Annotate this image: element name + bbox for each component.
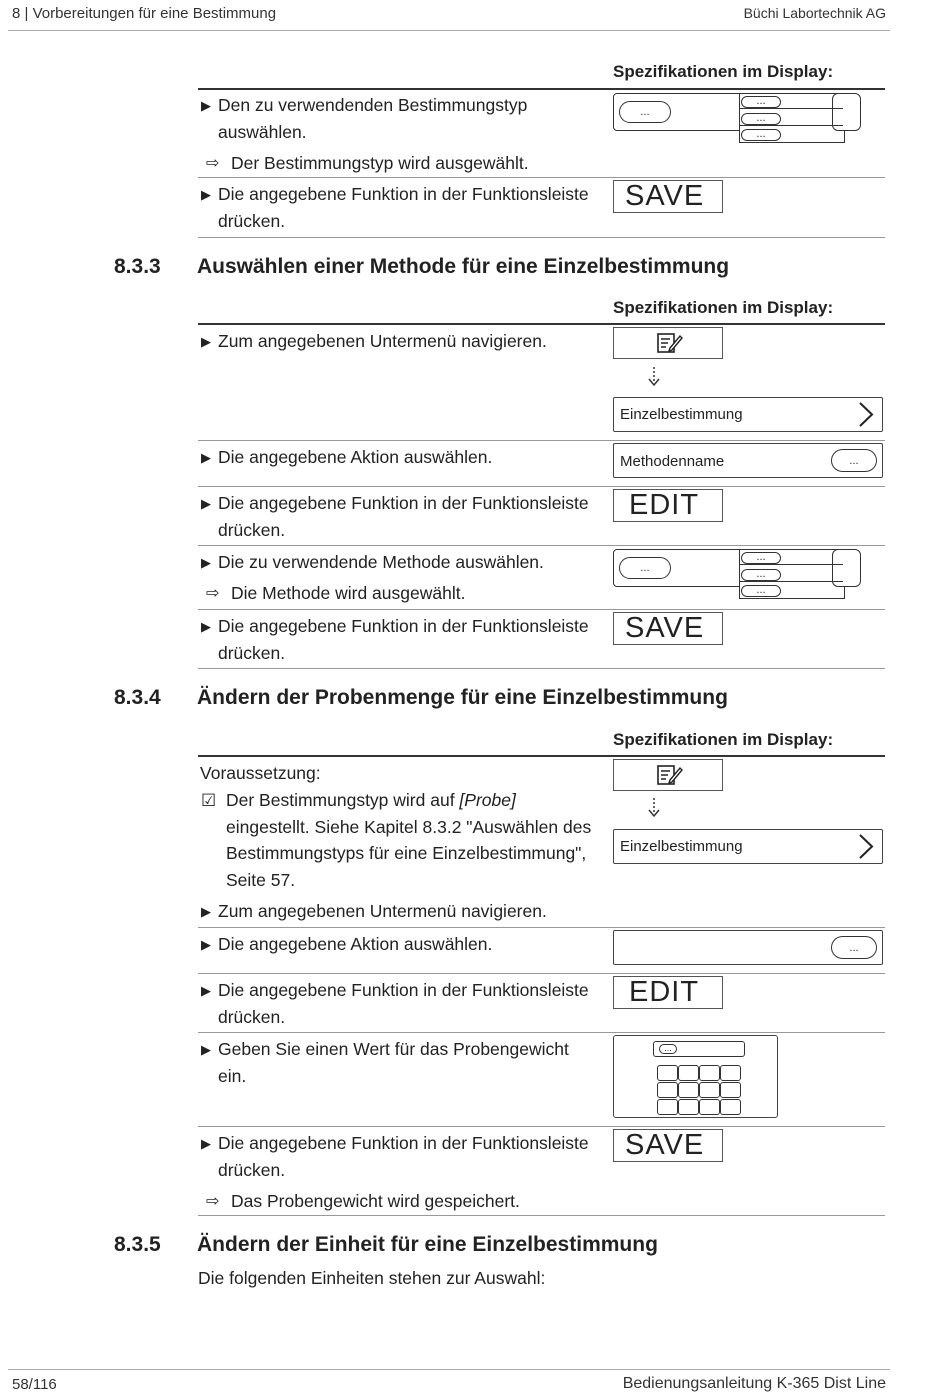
page-header-company: Büchi Labortechnik AG — [743, 5, 886, 21]
row-rule — [198, 545, 885, 546]
row-rule — [198, 1215, 885, 1216]
save-key-label: SAVE — [625, 180, 705, 212]
step-text: drücken. — [218, 520, 286, 540]
step-text: ein. — [218, 1066, 247, 1086]
row-rule — [198, 668, 885, 669]
step-text: Die angegebene Funktion in der Funktionsleiste — [218, 184, 589, 204]
field-label: Methodenname — [620, 453, 725, 470]
step-text: Die angegebene Aktion auswählen. — [218, 934, 493, 954]
spec-heading: Spezifikationen im Display: — [613, 298, 834, 317]
edit-menu-key — [613, 759, 723, 791]
ellipsis-pill: ... — [741, 585, 781, 597]
section-title: Auswählen einer Methode für eine Einzelbestimmung — [197, 255, 730, 278]
ellipsis-pill: ... — [831, 449, 877, 472]
ellipsis-pill: ... — [741, 113, 781, 125]
section-title: Ändern der Einheit für eine Einzelbestimmung — [197, 1233, 658, 1256]
step-text: drücken. — [218, 1007, 286, 1027]
ellipsis-pill: ... — [831, 936, 877, 959]
keypad-input-field — [653, 1041, 745, 1057]
step-text: Zum angegebenen Untermenü navigieren. — [218, 331, 547, 351]
menu-item-einzelbestimmung — [613, 829, 883, 864]
spec-heading: Spezifikationen im Display: — [613, 730, 834, 749]
result-arrow-icon: ⇨ — [206, 155, 220, 172]
spec-heading: Spezifikationen im Display: — [613, 62, 834, 81]
notepad-pencil-icon — [614, 760, 722, 790]
footer-rule — [8, 1369, 890, 1370]
probe-reference: [Probe] — [459, 790, 516, 810]
step-text: Die angegebene Aktion auswählen. — [218, 447, 493, 467]
list-selector-diagram — [613, 93, 860, 143]
prerequisite-text-part: Der Bestimmungstyp wird auf — [226, 790, 460, 810]
numeric-keypad-diagram — [613, 1035, 778, 1118]
step-text: Die angegebene Funktion in der Funktionsleiste — [218, 616, 589, 636]
empty-value-field — [613, 930, 883, 965]
header-rule — [8, 30, 890, 31]
prerequisite-text: eingestellt. Siehe Kapitel 8.3.2 "Auswählen des — [226, 817, 592, 837]
edit-function-key — [613, 489, 723, 522]
step-text: Die angegebene Funktion in der Funktionsleiste — [218, 493, 589, 513]
section-intro: Die folgenden Einheiten stehen zur Auswahl: — [198, 1268, 546, 1288]
row-rule — [198, 1126, 885, 1127]
menu-item-einzelbestimmung — [613, 397, 883, 432]
save-function-key — [613, 1129, 723, 1162]
ellipsis-pill: ... — [619, 101, 671, 123]
edit-key-label: EDIT — [629, 976, 700, 1008]
result-text: Die Methode wird ausgewählt. — [231, 583, 466, 603]
save-function-key — [613, 612, 723, 645]
step-text: Geben Sie einen Wert für das Probengewicht — [218, 1039, 569, 1059]
step-text: Die zu verwendende Methode auswählen. — [218, 552, 544, 572]
step-bullet: ▶ — [201, 1042, 211, 1057]
table-top-rule — [198, 755, 885, 757]
section-number: 8.3.3 — [114, 255, 161, 278]
table-top-rule — [198, 88, 885, 90]
section-number: 8.3.4 — [114, 686, 161, 709]
row-rule — [198, 973, 885, 974]
step-bullet: ▶ — [201, 619, 211, 634]
step-bullet: ▶ — [201, 983, 211, 998]
ellipsis-pill: ... — [741, 96, 781, 108]
step-text: drücken. — [218, 643, 286, 663]
chevron-right-icon — [856, 401, 876, 428]
row-rule — [198, 486, 885, 487]
step-bullet: ▶ — [201, 98, 211, 113]
section-number: 8.3.5 — [114, 1233, 161, 1256]
step-bullet: ▶ — [201, 334, 211, 349]
ellipsis-pill: ... — [741, 129, 781, 141]
step-bullet: ▶ — [201, 187, 211, 202]
dotted-arrow-down-icon — [644, 797, 664, 821]
step-text: Die angegebene Funktion in der Funktionsleiste — [218, 1133, 589, 1153]
manual-title: Bedienungsanleitung K-365 Dist Line — [622, 1375, 886, 1392]
save-key-label: SAVE — [625, 1129, 705, 1161]
step-text: drücken. — [218, 1160, 286, 1180]
notepad-pencil-icon — [614, 328, 722, 358]
step-text: auswählen. — [218, 122, 307, 142]
prerequisite-text — [226, 787, 516, 814]
checkbox-checked-icon: ☑ — [201, 791, 217, 810]
step-bullet: ▶ — [201, 555, 211, 570]
prerequisite-text: Bestimmungstyps für eine Einzelbestimmung", — [226, 843, 587, 863]
row-rule — [198, 927, 885, 928]
row-rule — [198, 237, 885, 238]
prerequisite-text: Seite 57. — [226, 870, 296, 890]
step-text: drücken. — [218, 211, 286, 231]
ellipsis-pill: ... — [659, 1044, 677, 1054]
dotted-arrow-down-icon — [644, 366, 664, 390]
step-bullet: ▶ — [201, 450, 211, 465]
row-rule — [198, 177, 885, 178]
ellipsis-pill: ... — [741, 552, 781, 564]
save-function-key — [613, 180, 723, 213]
section-title: Ändern der Probenmenge für eine Einzelbestimmung — [197, 686, 728, 709]
edit-menu-key — [613, 327, 723, 359]
prerequisite-label: Voraussetzung: — [200, 763, 321, 783]
ellipsis-pill: ... — [619, 557, 671, 579]
step-text: Zum angegebenen Untermenü navigieren. — [218, 901, 547, 921]
row-rule — [198, 1032, 885, 1033]
result-arrow-icon: ⇨ — [206, 1193, 220, 1210]
step-bullet: ▶ — [201, 1136, 211, 1151]
result-text: Das Probengewicht wird gespeichert. — [231, 1191, 520, 1211]
page-number: 58/116 — [12, 1376, 57, 1393]
save-key-label: SAVE — [625, 612, 705, 644]
step-bullet: ▶ — [201, 496, 211, 511]
result-text: Der Bestimmungstyp wird ausgewählt. — [231, 153, 529, 173]
list-selector-diagram — [613, 549, 860, 599]
row-rule — [198, 440, 885, 441]
step-bullet: ▶ — [201, 937, 211, 952]
edit-function-key — [613, 976, 723, 1009]
menu-item-label: Einzelbestimmung — [620, 838, 743, 855]
ellipsis-pill: ... — [741, 569, 781, 581]
step-text: Die angegebene Funktion in der Funktionsleiste — [218, 980, 589, 1000]
chevron-right-icon — [856, 833, 876, 860]
menu-item-label: Einzelbestimmung — [620, 406, 743, 423]
result-arrow-icon: ⇨ — [206, 585, 220, 602]
step-text: Den zu verwendenden Bestimmungstyp — [218, 95, 528, 115]
page-header-chapter: 8 | Vorbereitungen für eine Bestimmung — [12, 5, 277, 22]
row-rule — [198, 609, 885, 610]
method-name-field — [613, 443, 883, 478]
step-bullet: ▶ — [201, 904, 211, 919]
edit-key-label: EDIT — [629, 489, 700, 521]
table-top-rule — [198, 323, 885, 325]
